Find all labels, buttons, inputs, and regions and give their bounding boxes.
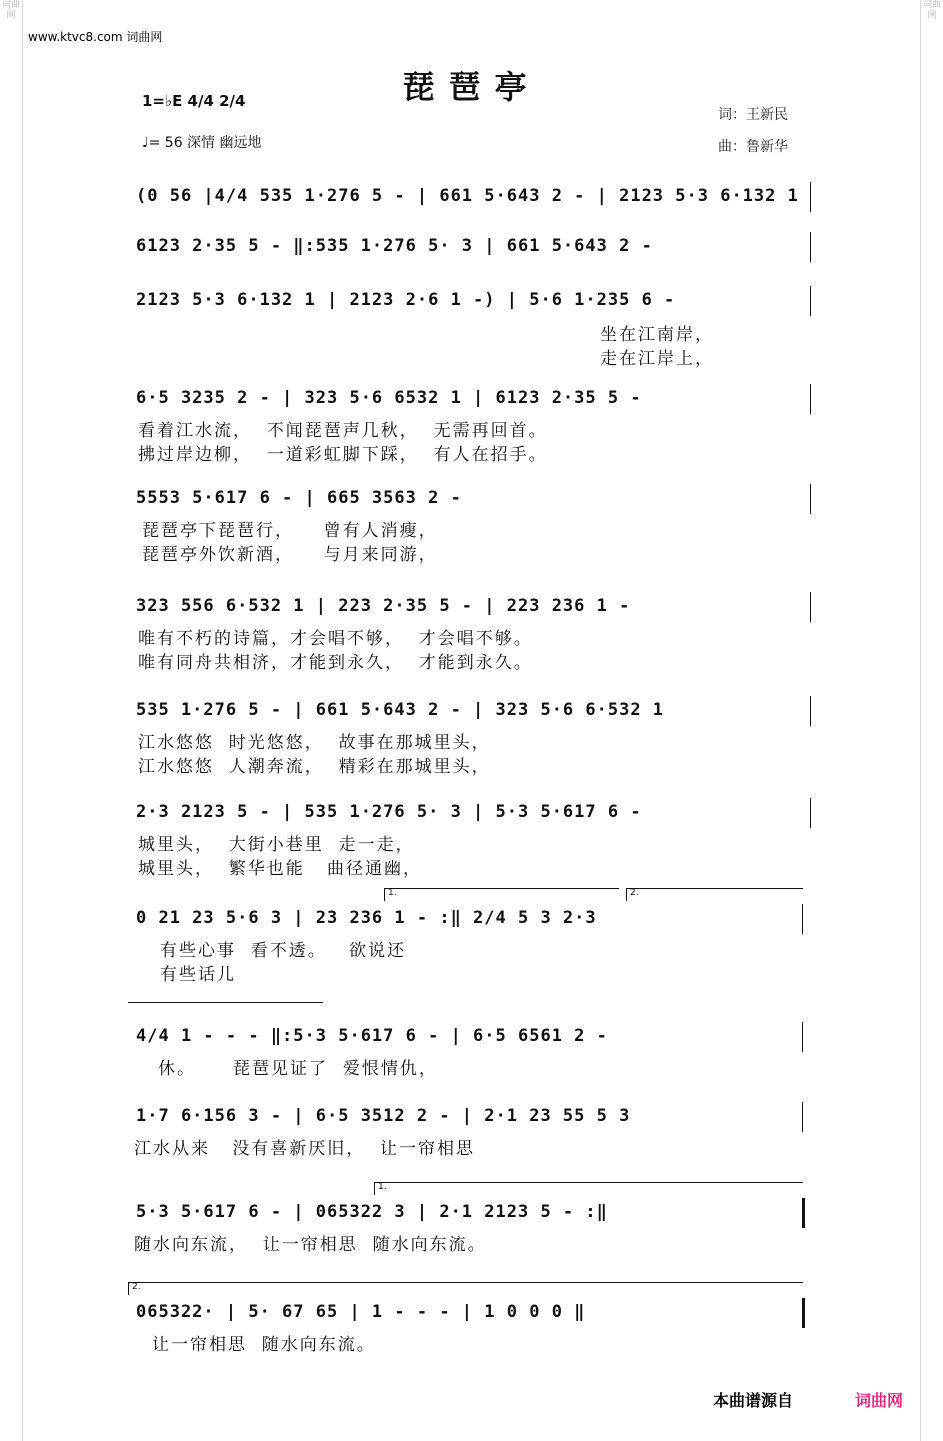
score-row-6 xyxy=(128,596,818,676)
notation-line: 6·5 3235 2 - | 323 5·6 6532 1 | 6123 2·35 5 - xyxy=(136,388,642,408)
notation-line: 323 556 6·532 1 | 223 2·35 5 - | 223 236 1 - xyxy=(136,596,631,616)
barline xyxy=(810,232,811,262)
first-ending-bracket: 1. xyxy=(374,1182,803,1195)
repeat-barline xyxy=(802,1198,805,1228)
site-url[interactable]: www.ktvc8.com 词曲网 xyxy=(28,30,163,44)
barline xyxy=(810,592,811,622)
score-row-2 xyxy=(128,236,818,276)
lyric-verse-2: 江水悠悠 人潮奔流， 精彩在那城里头， xyxy=(138,757,491,777)
score-row-13 xyxy=(128,1282,818,1362)
notation-line: 0 21 23 5·6 3 | 23 236 1 - :‖ 2/4 5 3 2·3 xyxy=(136,908,597,928)
composer-credit: 曲：鲁新华 xyxy=(718,139,788,155)
final-barline xyxy=(802,1298,805,1328)
notation-line: 6123 2·35 5 - ‖:535 1·276 5· 3 | 661 5·643 2 - xyxy=(136,236,653,256)
barline xyxy=(810,286,811,316)
lyric-verse-1: 休。 琵琶见证了 爱恨情仇， xyxy=(158,1059,438,1079)
notation-line: 5·3 5·617 6 - | 065322 3 | 2·1 2123 5 - :‖ xyxy=(136,1202,608,1222)
lyric-verse-1: 琵琶亭下琵琶行， 曾有人消瘦， xyxy=(142,521,438,541)
lyric-verse-1: 唯有不朽的诗篇，才会唱不够， 才会唱不够。 xyxy=(138,629,533,649)
tempo-marking: ♩= 56 深情 幽远地 xyxy=(142,135,262,151)
lyric-verse-1: 看着江水流， 不闻琵琶声几秋， 无需再回首。 xyxy=(138,421,548,441)
site-logo[interactable]: 词曲网 xyxy=(854,1391,903,1410)
barline xyxy=(810,696,811,726)
notation-line: 065322· | 5· 67 65 | 1 - - - | 1 0 0 0 ‖ xyxy=(136,1302,586,1322)
right-watermark-text: 词曲网 xyxy=(922,0,941,21)
score-row-12 xyxy=(128,1182,818,1262)
lyric-verse-1: 江水悠悠 时光悠悠， 故事在那城里头， xyxy=(138,733,491,753)
barline xyxy=(810,384,811,414)
lyric-verse-2: 拂过岸边柳， 一道彩虹脚下踩， 有人在招手。 xyxy=(138,445,548,465)
lyric-verse-1: 随水向东流， 让一帘相思 随水向东流。 xyxy=(134,1235,487,1255)
left-watermark-text: 词曲网 xyxy=(1,0,20,21)
lyricist-credit: 词：王新民 xyxy=(718,107,788,123)
notation-line: 535 1·276 5 - | 661 5·643 2 - | 323 5·6 6·532 1 xyxy=(136,700,665,720)
score-row-11 xyxy=(128,1106,818,1166)
lyric-verse-2: 琵琶亭外饮新酒， 与月来同游， xyxy=(142,545,438,565)
notation-line: 2·3 2123 5 - | 535 1·276 5· 3 | 5·3 5·617 6 - xyxy=(136,802,642,822)
lyric-verse-1: 江水从来 没有喜新厌旧， 让一帘相思 xyxy=(134,1139,476,1159)
lyric-verse-1: 有些心事 看不透。 欲说还 xyxy=(160,941,407,961)
score-row-9 xyxy=(128,888,818,988)
lyric-verse-2: 走在江岸上， xyxy=(600,349,714,369)
score-row-10 xyxy=(128,1026,818,1086)
lyric-verse-2: 有些话儿 xyxy=(160,965,236,985)
source-label: 本曲谱源自 xyxy=(712,1391,793,1410)
barline xyxy=(810,484,811,514)
score-row-5 xyxy=(128,488,818,568)
left-watermark-strip xyxy=(0,0,23,1441)
score-row-4 xyxy=(128,388,818,468)
notation-line: (0 56 |4/4 535 1·276 5 - | 661 5·643 2 - | 2123 5·3 6·132 1 xyxy=(136,186,799,206)
notation-line: 2123 5·3 6·132 1 | 2123 2·6 1 -) | 5·6 1·235 6 - xyxy=(136,290,676,310)
section-divider xyxy=(128,1002,323,1003)
score-row-1 xyxy=(128,186,818,226)
lyric-verse-1: 坐在江南岸， xyxy=(600,325,714,345)
notation-line: 4/4 1 - - - ‖:5·3 5·617 6 - | 6·5 6561 2 - xyxy=(136,1026,608,1046)
first-ending-bracket: 1. xyxy=(384,888,619,901)
second-ending-bracket: 2. xyxy=(128,1282,803,1295)
barline xyxy=(802,1102,803,1132)
lyric-verse-2: 城里头， 繁华也能 曲径通幽， xyxy=(138,859,423,879)
barline xyxy=(802,904,803,934)
score-row-3 xyxy=(128,290,818,370)
score-row-7 xyxy=(128,700,818,780)
score-row-8 xyxy=(128,802,818,882)
notation-line: 5553 5·617 6 - | 665 3563 2 - xyxy=(136,488,462,508)
right-watermark-strip xyxy=(920,0,943,1441)
second-ending-bracket: 2. xyxy=(626,888,803,901)
notation-line: 1·7 6·156 3 - | 6·5 3512 2 - | 2·1 23 55 5 3 xyxy=(136,1106,631,1126)
lyric-verse-1: 城里头， 大街小巷里 走一走， xyxy=(138,835,415,855)
barline xyxy=(810,798,811,828)
lyric-verse-1: 让一帘相思 随水向东流。 xyxy=(152,1335,376,1355)
lyric-verse-2: 唯有同舟共相济，才能到永久， 才能到永久。 xyxy=(138,653,533,673)
song-title: 琵琶亭 xyxy=(402,68,541,106)
key-signature: 1=♭E 4/4 2/4 xyxy=(142,92,246,110)
barline xyxy=(802,1022,803,1052)
barline xyxy=(810,182,811,212)
